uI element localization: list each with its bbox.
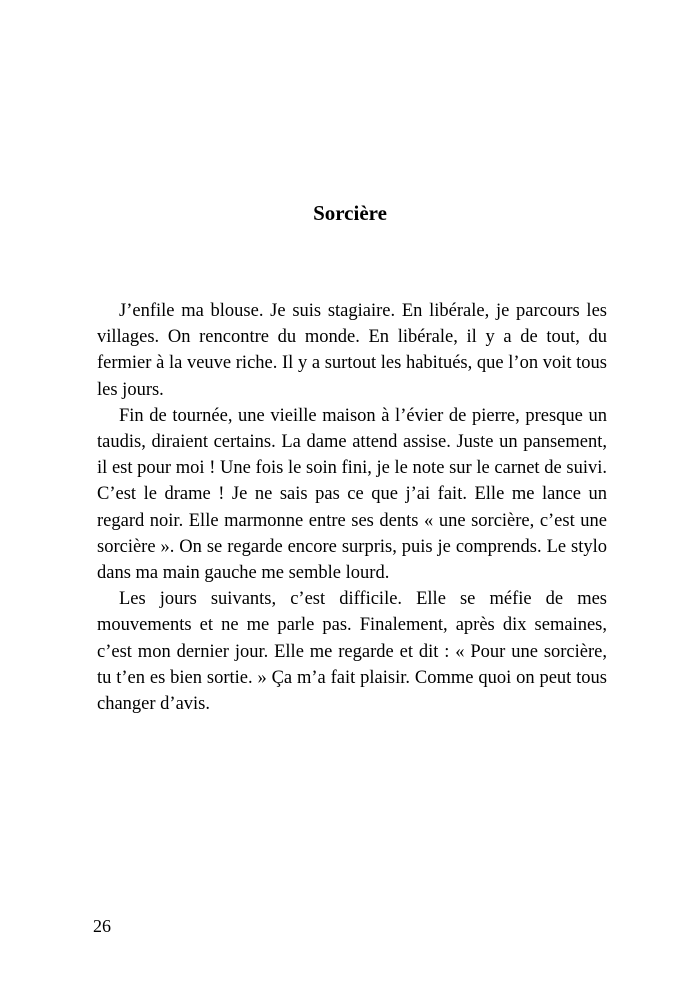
story-body	[97, 298, 607, 717]
paragraph-2: Fin de tournée, une vieille maison à l’évier de pierre, presque un taudis, diraient certains. La dame attend assise. Juste un pansement, il est pour moi ! Une fois le soin fini, je le note sur le carnet de suivi. C’est le drame ! Je ne sais pas ce que j’ai fait. Elle me lance un regard noir. Elle marmonne entre ses dents « une sorcière, c’est une sorcière ». On se regarde encore surpris, puis je comprends. Le stylo dans ma main gauche me semble lourd.	[97, 405, 607, 584]
page-number: 26	[93, 916, 111, 936]
paragraph-1: J’enfile ma blouse. Je suis stagiaire. En libérale, je parcours les villages. On rencontre du monde. En libérale, il y a de tout, du fermier à la veuve riche. Il y a surtout les habitués, que l’on voit tous les jours.	[97, 301, 607, 400]
page-title: Sorcière	[313, 201, 387, 225]
paragraph-3: Les jours suivants, c’est difficile. Elle se méfie de mes mouvements et ne me parle pas. Finalement, après dix semaines, c’est mon dernier jour. Elle me regarde et dit : « Pour une sorcière, tu t’en es bien sortie. » Ça m’a fait plaisir. Comme quoi on peut tous changer d’avis.	[97, 589, 607, 715]
